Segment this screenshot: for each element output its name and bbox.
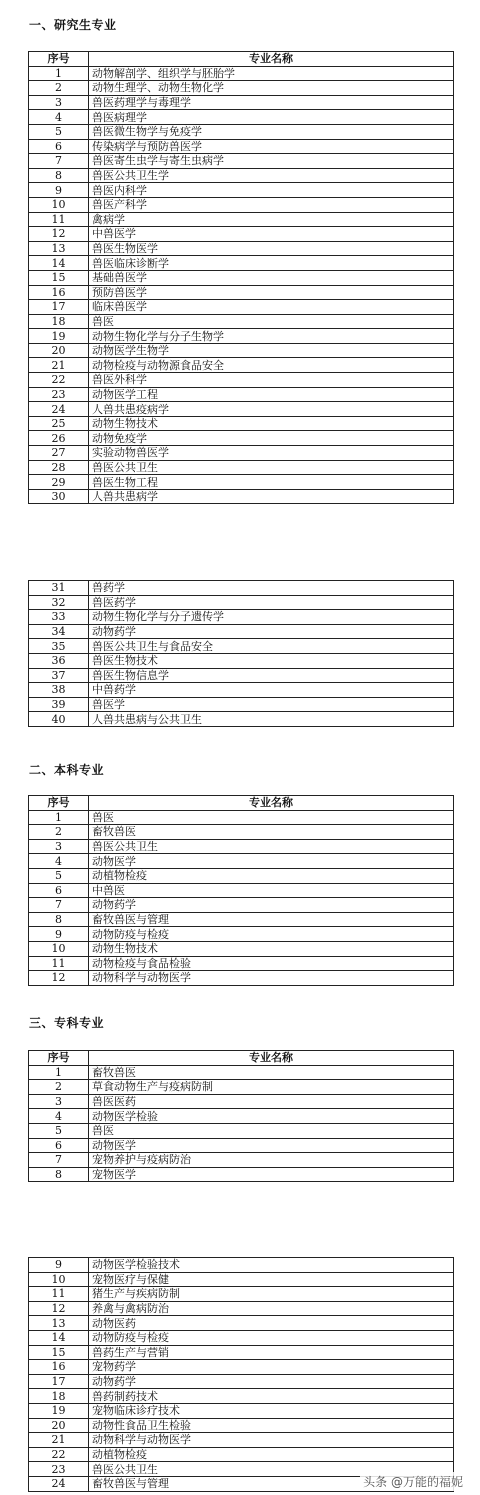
major-name: 动物生物化学与分子生物学 [89, 329, 454, 344]
row-number: 17 [29, 1374, 89, 1389]
table-row [29, 270, 454, 285]
major-name: 动物药学 [89, 898, 454, 913]
watermark: 头条 @万能的福妮 [360, 1472, 466, 1491]
row-number: 3 [29, 95, 89, 110]
table-row [29, 668, 454, 683]
table-row [29, 1153, 454, 1168]
major-name: 动物药学 [89, 624, 454, 639]
major-name: 草食动物生产与疫病防制 [89, 1080, 454, 1095]
major-name: 动物检疫与食品检验 [89, 956, 454, 971]
major-name: 兽医外科学 [89, 373, 454, 388]
table-row [29, 941, 454, 956]
row-number: 29 [29, 475, 89, 490]
major-name: 养禽与禽病防治 [89, 1301, 454, 1316]
row-number: 9 [29, 1258, 89, 1273]
row-number: 21 [29, 358, 89, 373]
major-name: 动物药学 [89, 1374, 454, 1389]
table-row [29, 358, 454, 373]
section-heading-college: 三、专科专业 [29, 1016, 105, 1030]
row-number: 4 [29, 1109, 89, 1124]
major-name: 实验动物兽医学 [89, 446, 454, 461]
table-college [28, 1050, 454, 1182]
table-row [29, 839, 454, 854]
table-row [29, 1301, 454, 1316]
major-name: 人兽共患疫病学 [89, 402, 454, 417]
major-name: 基础兽医学 [89, 270, 454, 285]
table-row [29, 1138, 454, 1153]
major-name: 动物检疫与动物源食品安全 [89, 358, 454, 373]
table-row [29, 1330, 454, 1345]
major-name: 中兽医学 [89, 227, 454, 242]
major-name: 动物医药 [89, 1316, 454, 1331]
major-name: 动物生物技术 [89, 941, 454, 956]
table-row [29, 285, 454, 300]
table-college-continued [28, 1257, 454, 1492]
row-number: 14 [29, 1330, 89, 1345]
table-row [29, 1418, 454, 1433]
table-row [29, 683, 454, 698]
table-row [29, 712, 454, 727]
major-name: 宠物医疗与保健 [89, 1272, 454, 1287]
row-number: 8 [29, 168, 89, 183]
major-name: 中兽医 [89, 883, 454, 898]
major-name: 禽病学 [89, 212, 454, 227]
row-number: 18 [29, 314, 89, 329]
table-row [29, 1316, 454, 1331]
table-row [29, 168, 454, 183]
table-row [29, 343, 454, 358]
major-name: 兽医生物工程 [89, 475, 454, 490]
table-row [29, 1080, 454, 1095]
table-row [29, 373, 454, 388]
header-no: 序号 [29, 1051, 89, 1066]
table-row [29, 66, 454, 81]
major-name: 动物医学工程 [89, 387, 454, 402]
major-name: 人兽共患病与公共卫生 [89, 712, 454, 727]
major-name: 动物医学检验 [89, 1109, 454, 1124]
row-number: 34 [29, 624, 89, 639]
major-name: 动物防疫与检疫 [89, 927, 454, 942]
major-name: 兽医医药 [89, 1094, 454, 1109]
table-row [29, 241, 454, 256]
table-row [29, 581, 454, 596]
row-number: 1 [29, 66, 89, 81]
row-number: 40 [29, 712, 89, 727]
table-row [29, 1272, 454, 1287]
major-name: 宠物医学 [89, 1167, 454, 1182]
table-undergraduate [28, 795, 454, 986]
row-number: 10 [29, 197, 89, 212]
table-row [29, 639, 454, 654]
table-row [29, 854, 454, 869]
table-row [29, 1433, 454, 1448]
row-number: 6 [29, 883, 89, 898]
row-number: 25 [29, 416, 89, 431]
table-row [29, 446, 454, 461]
table-row [29, 1374, 454, 1389]
row-number: 21 [29, 1433, 89, 1448]
major-name: 宠物药学 [89, 1360, 454, 1375]
major-name: 兽药制药技术 [89, 1389, 454, 1404]
major-name: 动物医学 [89, 854, 454, 869]
major-name: 畜牧兽医 [89, 1065, 454, 1080]
table-row [29, 256, 454, 271]
row-number: 19 [29, 329, 89, 344]
table-row [29, 300, 454, 315]
major-name: 动物生理学、动物生物化学 [89, 81, 454, 96]
table-row [29, 1360, 454, 1375]
table-header-row [29, 52, 454, 67]
row-number: 16 [29, 1360, 89, 1375]
row-number: 5 [29, 124, 89, 139]
row-number: 35 [29, 639, 89, 654]
major-name: 动物医学检验技术 [89, 1258, 454, 1273]
table-row [29, 110, 454, 125]
major-name: 兽医 [89, 1123, 454, 1138]
row-number: 32 [29, 595, 89, 610]
table-row [29, 402, 454, 417]
row-number: 7 [29, 1153, 89, 1168]
row-number: 17 [29, 300, 89, 315]
table-row [29, 927, 454, 942]
major-name: 兽医生物信息学 [89, 668, 454, 683]
major-name: 猪生产与疾病防制 [89, 1287, 454, 1302]
row-number: 12 [29, 227, 89, 242]
table-header-row [29, 796, 454, 811]
major-name: 兽医微生物学与免疫学 [89, 124, 454, 139]
major-name: 兽医生物医学 [89, 241, 454, 256]
row-number: 16 [29, 285, 89, 300]
table-row [29, 956, 454, 971]
major-name: 兽医内科学 [89, 183, 454, 198]
major-name: 动物免疫学 [89, 431, 454, 446]
major-name: 动物生物化学与分子遗传学 [89, 610, 454, 625]
row-number: 8 [29, 1167, 89, 1182]
row-number: 7 [29, 898, 89, 913]
row-number: 22 [29, 1447, 89, 1462]
table-row [29, 431, 454, 446]
table-row [29, 653, 454, 668]
major-name: 动植物检疫 [89, 868, 454, 883]
row-number: 2 [29, 81, 89, 96]
table-row [29, 1065, 454, 1080]
table-row [29, 489, 454, 504]
row-number: 27 [29, 446, 89, 461]
table-row [29, 227, 454, 242]
table-row [29, 1447, 454, 1462]
table-row [29, 825, 454, 840]
table-graduate [28, 51, 454, 504]
row-number: 12 [29, 971, 89, 986]
table-row [29, 416, 454, 431]
major-name: 兽医病理学 [89, 110, 454, 125]
table-row [29, 95, 454, 110]
table-row [29, 1109, 454, 1124]
table-row [29, 460, 454, 475]
table-row [29, 1345, 454, 1360]
table-row [29, 1258, 454, 1273]
row-number: 9 [29, 183, 89, 198]
major-name: 动物科学与动物医学 [89, 1433, 454, 1448]
major-name: 中兽药学 [89, 683, 454, 698]
row-number: 31 [29, 581, 89, 596]
table-header-row [29, 1051, 454, 1066]
major-name: 兽医公共卫生与食品安全 [89, 639, 454, 654]
major-name: 预防兽医学 [89, 285, 454, 300]
section-heading-undergraduate: 二、本科专业 [29, 763, 105, 777]
row-number: 3 [29, 839, 89, 854]
table-row [29, 314, 454, 329]
major-name: 兽医公共卫生 [89, 460, 454, 475]
table-row [29, 1389, 454, 1404]
row-number: 1 [29, 1065, 89, 1080]
row-number: 20 [29, 1418, 89, 1433]
row-number: 12 [29, 1301, 89, 1316]
row-number: 23 [29, 1462, 89, 1477]
row-number: 33 [29, 610, 89, 625]
major-name: 兽医药理学与毒理学 [89, 95, 454, 110]
table-row [29, 697, 454, 712]
major-name: 兽医公共卫生学 [89, 168, 454, 183]
major-name: 兽医 [89, 810, 454, 825]
row-number: 26 [29, 431, 89, 446]
row-number: 30 [29, 489, 89, 504]
row-number: 24 [29, 402, 89, 417]
table-row [29, 387, 454, 402]
row-number: 5 [29, 868, 89, 883]
table-row [29, 610, 454, 625]
row-number: 22 [29, 373, 89, 388]
row-number: 10 [29, 941, 89, 956]
header-name: 专业名称 [89, 796, 454, 811]
header-no: 序号 [29, 52, 89, 67]
row-number: 14 [29, 256, 89, 271]
row-number: 8 [29, 912, 89, 927]
row-number: 10 [29, 1272, 89, 1287]
row-number: 11 [29, 956, 89, 971]
row-number: 4 [29, 854, 89, 869]
header-name: 专业名称 [89, 52, 454, 67]
major-name: 兽医临床诊断学 [89, 256, 454, 271]
row-number: 24 [29, 1476, 89, 1491]
table-row [29, 868, 454, 883]
major-name: 兽医寄生虫学与寄生虫病学 [89, 154, 454, 169]
row-number: 19 [29, 1403, 89, 1418]
table-row [29, 912, 454, 927]
table-row [29, 883, 454, 898]
major-name: 兽药生产与营销 [89, 1345, 454, 1360]
table-row [29, 154, 454, 169]
table-row [29, 595, 454, 610]
row-number: 36 [29, 653, 89, 668]
table-row [29, 197, 454, 212]
table-row [29, 212, 454, 227]
header-name: 专业名称 [89, 1051, 454, 1066]
major-name: 畜牧兽医与管理 [89, 1476, 454, 1491]
major-name: 动物性食品卫生检验 [89, 1418, 454, 1433]
row-number: 37 [29, 668, 89, 683]
row-number: 6 [29, 1138, 89, 1153]
row-number: 2 [29, 825, 89, 840]
table-row [29, 898, 454, 913]
major-name: 动植物检疫 [89, 1447, 454, 1462]
row-number: 4 [29, 110, 89, 125]
table-row [29, 810, 454, 825]
major-name: 动物医学生物学 [89, 343, 454, 358]
major-name: 兽医公共卫生 [89, 839, 454, 854]
major-name: 宠物临床诊疗技术 [89, 1403, 454, 1418]
row-number: 18 [29, 1389, 89, 1404]
major-name: 兽医学 [89, 697, 454, 712]
table-row [29, 1123, 454, 1138]
row-number: 11 [29, 212, 89, 227]
row-number: 2 [29, 1080, 89, 1095]
row-number: 6 [29, 139, 89, 154]
row-number: 11 [29, 1287, 89, 1302]
row-number: 23 [29, 387, 89, 402]
row-number: 39 [29, 697, 89, 712]
table-row [29, 1167, 454, 1182]
major-name: 动物医学 [89, 1138, 454, 1153]
table-row [29, 124, 454, 139]
major-name: 动物解剖学、组织学与胚胎学 [89, 66, 454, 81]
table-row [29, 624, 454, 639]
row-number: 1 [29, 810, 89, 825]
table-row [29, 1094, 454, 1109]
table-row [29, 139, 454, 154]
row-number: 7 [29, 154, 89, 169]
table-row [29, 183, 454, 198]
major-name: 兽医公共卫生 [89, 1462, 454, 1477]
table-graduate-continued [28, 580, 454, 727]
row-number: 9 [29, 927, 89, 942]
major-name: 兽医生物技术 [89, 653, 454, 668]
major-name: 动物生物技术 [89, 416, 454, 431]
row-number: 38 [29, 683, 89, 698]
major-name: 兽医 [89, 314, 454, 329]
major-name: 兽药学 [89, 581, 454, 596]
row-number: 3 [29, 1094, 89, 1109]
table-row [29, 1403, 454, 1418]
table-row [29, 329, 454, 344]
row-number: 20 [29, 343, 89, 358]
row-number: 13 [29, 241, 89, 256]
major-name: 人兽共患病学 [89, 489, 454, 504]
row-number: 13 [29, 1316, 89, 1331]
table-row [29, 971, 454, 986]
major-name: 宠物养护与疫病防治 [89, 1153, 454, 1168]
table-row [29, 475, 454, 490]
table-row [29, 81, 454, 96]
major-name: 畜牧兽医 [89, 825, 454, 840]
section-heading-graduate: 一、研究生专业 [29, 18, 117, 32]
major-name: 传染病学与预防兽医学 [89, 139, 454, 154]
major-name: 临床兽医学 [89, 300, 454, 315]
header-no: 序号 [29, 796, 89, 811]
major-name: 兽医产科学 [89, 197, 454, 212]
row-number: 28 [29, 460, 89, 475]
row-number: 5 [29, 1123, 89, 1138]
row-number: 15 [29, 1345, 89, 1360]
major-name: 兽医药学 [89, 595, 454, 610]
major-name: 畜牧兽医与管理 [89, 912, 454, 927]
major-name: 动物科学与动物医学 [89, 971, 454, 986]
table-row [29, 1287, 454, 1302]
major-name: 动物防疫与检疫 [89, 1330, 454, 1345]
row-number: 15 [29, 270, 89, 285]
